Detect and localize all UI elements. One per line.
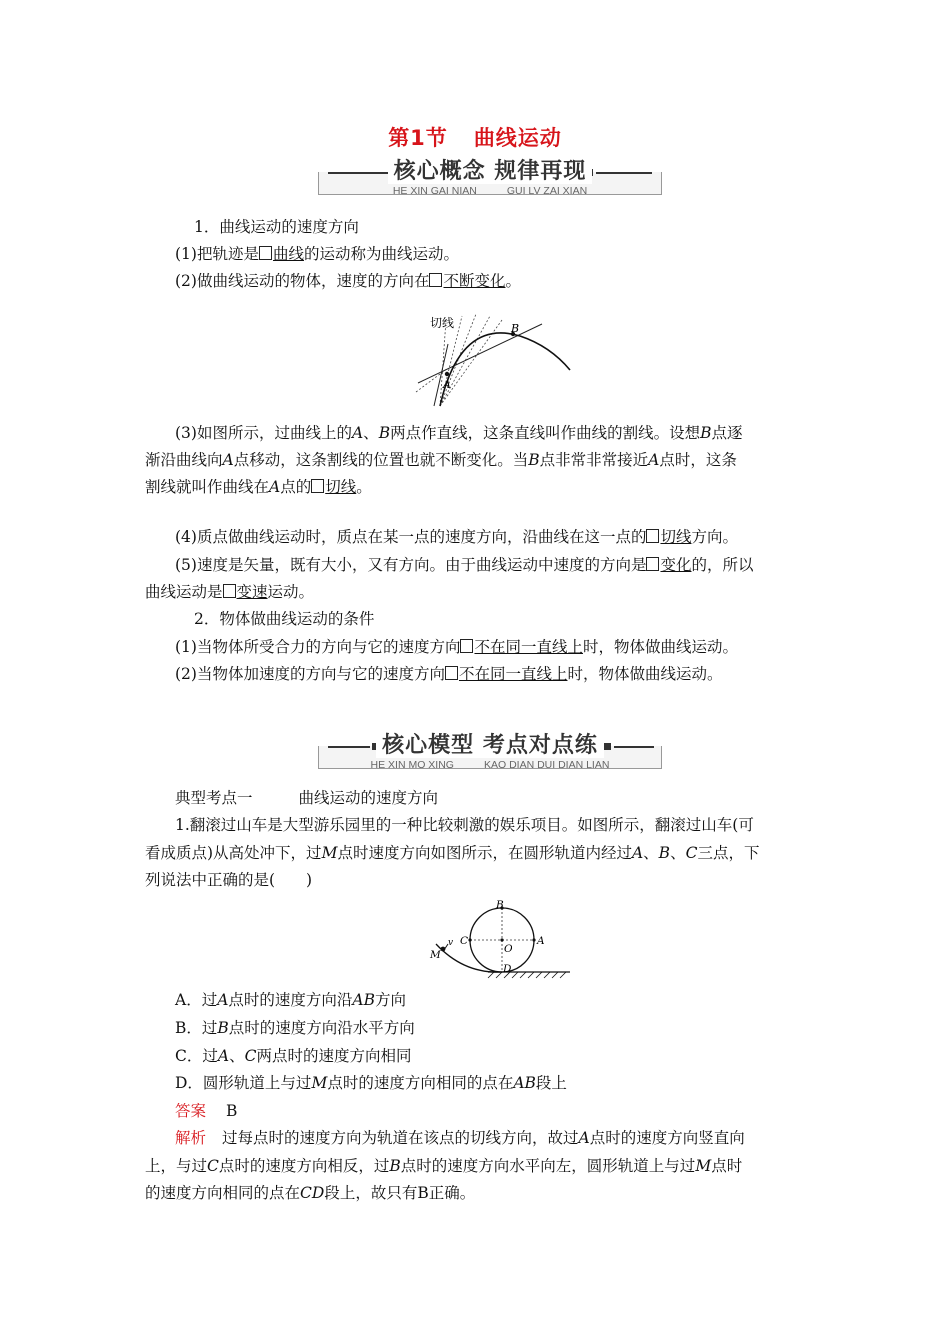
section-number: 第1节 — [388, 126, 448, 150]
answer-box — [259, 246, 272, 260]
tangent-figure — [410, 308, 580, 408]
answer-box — [311, 479, 324, 493]
explanation-l2: 上，与过C点时的速度方向相反，过B点时的速度方向水平向左，圆形轨道上与过M点时 — [145, 1157, 743, 1175]
para-1-2: (2)做曲线运动的物体，速度的方向在 不断变化。 — [175, 272, 521, 290]
banner-subtitle-left: HE XIN GAI NIAN — [392, 185, 477, 197]
banner-subtitle-right: GUI LV ZAI XIAN — [506, 185, 588, 197]
explanation-label: 解析 — [175, 1129, 207, 1147]
banner-core-concepts — [318, 158, 662, 198]
question-1-l1: 1.翻滚过山车是大型游乐园里的一种比较刺激的娱乐项目。如图所示，翻滚过山车(可 — [175, 816, 754, 834]
answer-box — [646, 557, 659, 571]
question-1-l3: 列说法中正确的是( ) — [145, 871, 313, 889]
point-b-label: B — [496, 899, 504, 911]
option-c: C．过A、C两点时的速度方向相同 — [175, 1047, 412, 1065]
para-1-3-l3: 割线就叫作曲线在A点的 切线。 — [145, 478, 372, 496]
option-b: B．过B点时的速度方向沿水平方向 — [175, 1019, 415, 1037]
para-1-4: (4)质点做曲线运动时，质点在某一点的速度方向，沿曲线在这一点的 切线方向。 — [175, 528, 738, 546]
section-name: 曲线运动 — [473, 126, 562, 150]
para-1-1: (1)把轨迹是 曲线的运动称为曲线运动。 — [175, 245, 459, 263]
banner-subtitle-right: KAO DIAN DUI DIAN LIAN — [483, 759, 610, 771]
loop-track-figure — [424, 898, 580, 986]
answer-label: 答案 — [175, 1102, 207, 1120]
answer-box — [445, 666, 458, 680]
answer-box — [429, 273, 442, 287]
option-a: A．过A点时的速度方向沿AB方向 — [175, 991, 407, 1009]
question-1-l2: 看成质点)从高处冲下，过M点时速度方向如图所示，在圆形轨道内经过A、B、C三点，下 — [145, 844, 760, 862]
banner-core-models — [318, 732, 662, 772]
banner-subtitle-left: HE XIN MO XING — [370, 759, 454, 771]
explanation-l1: 解析 过每点时的速度方向为轨道在该点的切线方向，故过A点时的速度方向竖直向 — [175, 1129, 745, 1147]
point-c-label: C — [460, 935, 469, 947]
answer-box — [223, 584, 236, 598]
answer-box — [646, 529, 659, 543]
topic-heading: 典型考点一 曲线运动的速度方向 — [175, 789, 439, 807]
point-a-label: A — [537, 935, 545, 947]
banner-title: 核心概念 规律再现 — [388, 159, 593, 184]
heading-2: 2．物体做曲线运动的条件 — [194, 610, 375, 628]
para-1-3-l2: 渐沿曲线向A点移动，这条割线的位置也就不断变化。当B点非常非常接近A点时，这条 — [145, 451, 737, 469]
tangent-label: 切线 — [430, 316, 455, 330]
option-d: D．圆形轨道上与过M点时的速度方向相同的点在AB段上 — [175, 1074, 567, 1092]
para-1-5-l2: 曲线运动是 变速运动。 — [145, 583, 315, 601]
para-1-5-l1: (5)速度是矢量，既有大小，又有方向。由于曲线运动中速度的方向是 变化的，所以 — [175, 556, 754, 574]
para-2-1: (1)当物体所受合力的方向与它的速度方向 不在同一直线上时，物体做曲线运动。 — [175, 638, 738, 656]
answer-line — [175, 1101, 237, 1121]
banner-title: 核心模型 考点对点练 — [376, 733, 604, 758]
point-a-label: A — [443, 378, 451, 391]
point-d-label: D — [503, 963, 512, 975]
point-m-label: M — [430, 949, 441, 961]
heading-1: 1．曲线运动的速度方向 — [194, 218, 359, 236]
answer-value: B — [226, 1102, 238, 1120]
explanation-l3: 的速度方向相同的点在CD段上，故只有B正确。 — [145, 1184, 476, 1202]
section-title — [0, 122, 950, 152]
para-2-2: (2)当物体加速度的方向与它的速度方向 不在同一直线上时，物体做曲线运动。 — [175, 665, 723, 683]
point-b-label: B — [511, 322, 520, 335]
para-1-3-l1: (3)如图所示，过曲线上的A、B两点作直线，这条直线叫作曲线的割线。设想B点逐 — [175, 424, 743, 442]
point-o-label: O — [504, 943, 513, 955]
answer-box — [460, 639, 473, 653]
velocity-label: v — [448, 938, 454, 948]
